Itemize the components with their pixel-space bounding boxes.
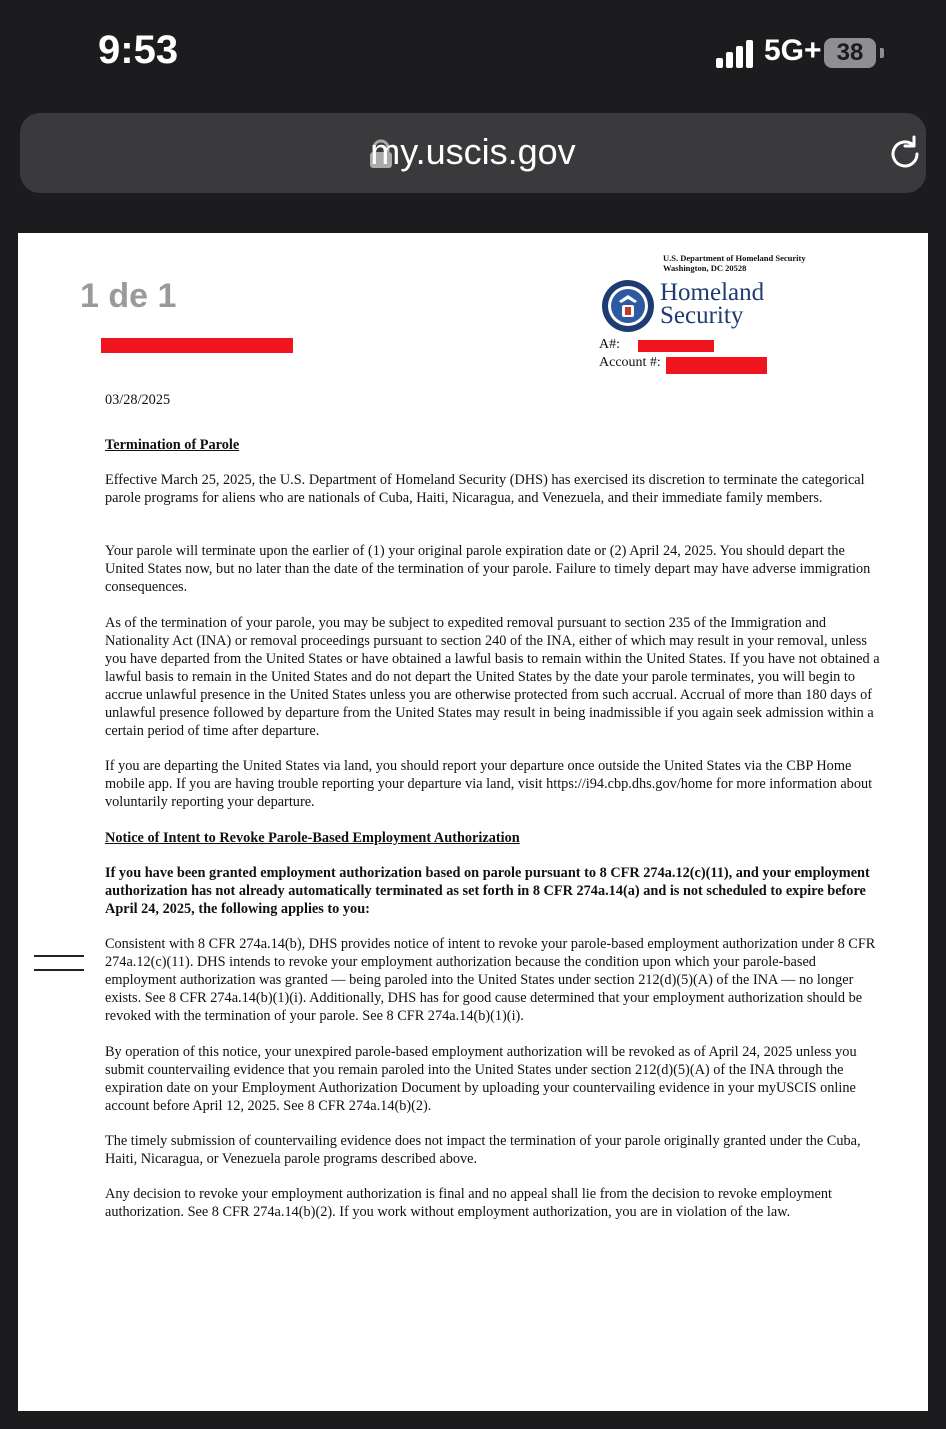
signal-strength-icon xyxy=(716,40,756,68)
url-text[interactable]: my.uscis.gov xyxy=(370,131,576,172)
paragraph-2: Your parole will terminate upon the earlier of (1) your original parole expiration date or (2) April 24, 2025. You should depart the United States now, but no later than the date of the termination of your parole. Failure to timely depart may have adverse immigration consequences. xyxy=(105,543,871,595)
brand-line1: Homeland xyxy=(660,279,765,306)
paragraph-9: Any decision to revoke your employment authorization is final and no appeal shall lie from the decision to revoke employment authorization. See 8 CFR 274a.14(b)(2). If you work without employment authorization, you are in violation of the law. xyxy=(105,1186,832,1220)
page-indicator: 1 de 1 xyxy=(80,277,177,315)
paragraph-1: Effective March 25, 2025, the U.S. Department of Homeland Security (DHS) has exercised its discretion to terminate the categorical parole programs for aliens who are nationals of Cuba, Haiti, Nicaragua, and Venezuela, and their immediate family members. xyxy=(105,472,865,506)
reload-icon[interactable] xyxy=(884,133,926,175)
redacted-account-number xyxy=(666,357,767,374)
redacted-name xyxy=(101,338,293,353)
pdf-page[interactable] xyxy=(18,233,928,1411)
brand-line2: Security xyxy=(660,302,744,329)
address-bar[interactable] xyxy=(20,113,926,193)
dhs-seal-icon xyxy=(601,279,655,333)
battery-cap xyxy=(880,48,884,58)
letter-date: 03/28/2025 xyxy=(105,392,171,408)
department-address xyxy=(663,253,806,273)
dept-address-line2: Washington, DC 20528 xyxy=(663,263,747,273)
a-number-label: A#: xyxy=(599,337,620,352)
account-number-label: Account #: xyxy=(599,355,661,370)
margin-mark xyxy=(34,955,84,957)
paragraph-5-bold: If you have been granted employment authorization based on parole pursuant to 8 CFR 274a.12(c)(11), and your employment authorization has not already automatically terminated as set forth in 8 CFR 274a.14(a) and is not scheduled to expire before April 24, 2025, the following applies to you: xyxy=(105,865,870,917)
margin-mark xyxy=(34,969,84,971)
redacted-a-number xyxy=(638,340,714,352)
homeland-security-logo xyxy=(660,281,764,327)
paragraph-4: If you are departing the United States via land, you should report your departure once outside the United States via the CBP Home mobile app. If you are having trouble reporting your departure via land, visit https://i94.cbp.dhs.gov/home for more information about voluntarily reporting your departure. xyxy=(105,758,873,810)
heading-termination: Termination of Parole xyxy=(105,437,240,453)
dept-address-line1: U.S. Department of Homeland Security xyxy=(663,253,806,263)
battery-indicator: 38 xyxy=(824,38,876,68)
clock: 9:53 xyxy=(98,28,179,72)
status-bar xyxy=(0,0,946,105)
paragraph-3: As of the termination of your parole, you may be subject to expedited removal pursuant to section 235 of the Immigration and Nationality Act (INA) or removal proceedings pursuant to section 240 of the INA, either of which may result in your removal, unless you have departed from the United States or have obtained a lawful basis to remain within the United States. If you have not obtained a lawful basis to remain in the United States and do not depart the United States by the date your parole terminates, you will begin to accrue unlawful presence in the United States unless you are otherwise protected from such accrual. Accrual of more than 180 days of unlawful presence followed by departure from the United States may result in being inadmissible if you again seek admission within a certain period of time after departure. xyxy=(105,615,880,739)
network-type: 5G+ xyxy=(764,34,822,67)
paragraph-8: The timely submission of countervailing evidence does not impact the termination of your parole originally granted under the Cuba, Haiti, Nicaragua, or Venezuela parole programs described above. xyxy=(105,1133,861,1167)
heading-notice-of-intent: Notice of Intent to Revoke Parole-Based Employment Authorization xyxy=(105,830,520,846)
paragraph-6: Consistent with 8 CFR 274a.14(b), DHS provides notice of intent to revoke your parole-based employment authorization under 8 CFR 274a.12(c)(11). DHS intends to revoke your employment authorization because the condition upon which your parole-based employment authorization was granted — being paroled into the United States under section 212(d)(5)(A) of the INA — no longer exists. See 8 CFR 274a.14(b)(1)(i). Additionally, DHS has for good cause determined that your employment authorization should be revoked with the termination of your parole. See 8 CFR 274a.14(b)(1)(i). xyxy=(105,936,876,1024)
paragraph-7: By operation of this notice, your unexpired parole-based employment authorization will be revoked as of April 24, 2025 unless you submit countervailing evidence that you remain paroled into the United States under section 212(d)(5)(A) of the INA through the expiration date on your Employment Authorization Document by uploading your countervailing evidence in your myUSCIS online account before April 12, 2025. See 8 CFR 274a.14(b)(2). xyxy=(105,1044,857,1114)
